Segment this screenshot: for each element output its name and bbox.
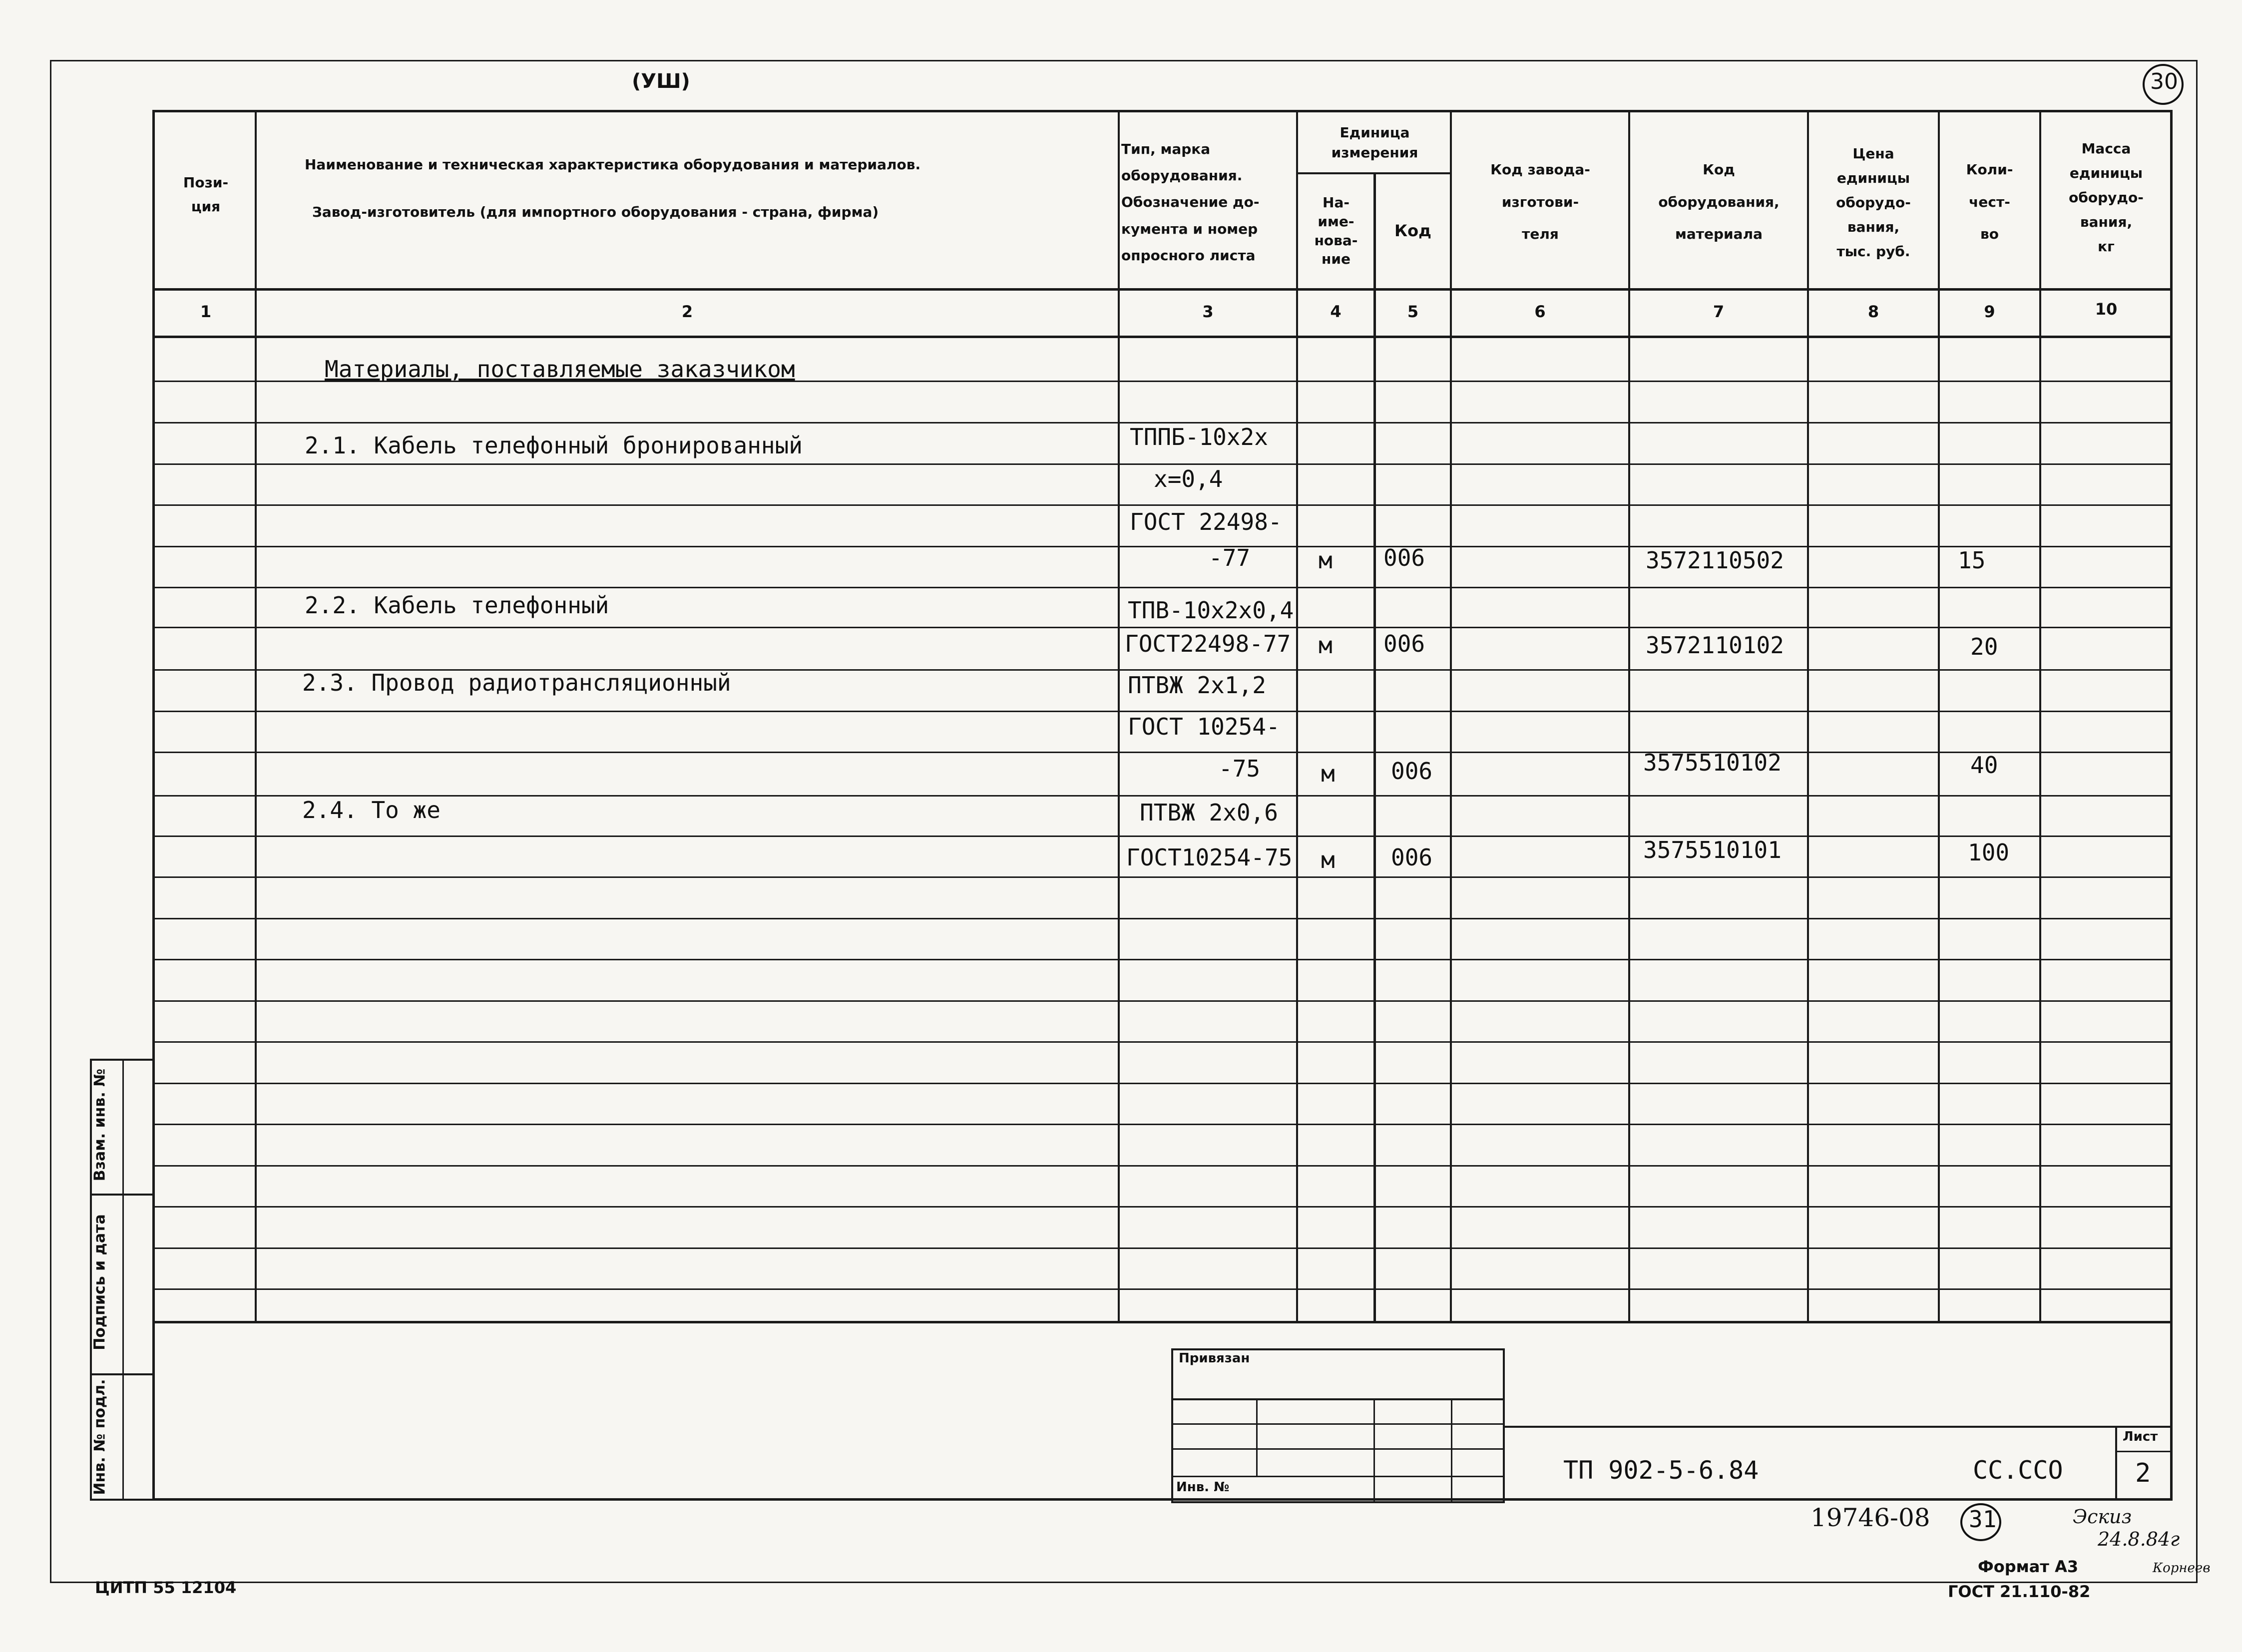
row-line [152, 627, 2173, 628]
row3-unit-code: 006 [1391, 758, 1433, 785]
section-title: Материалы, поставляемые заказчиком [325, 356, 795, 383]
handwritten-sign: Эскиз [2073, 1506, 2132, 1528]
col-line-4 [1373, 172, 1376, 1323]
colnum-1: 1 [200, 302, 212, 321]
header-mass: Масса единицы оборудо- вания, кг [2069, 140, 2144, 255]
row-line [152, 752, 2173, 753]
row-line [152, 1083, 2173, 1084]
side-label-replace: Взам. инв. № [91, 1068, 109, 1182]
row-line [152, 1247, 2173, 1249]
col-line-7 [1807, 110, 1809, 1323]
row2-name: 2.2. Кабель телефонный [305, 592, 609, 619]
colnum-10: 10 [2095, 300, 2118, 319]
bound-vline-2 [1373, 1398, 1375, 1503]
bound-vline-3 [1451, 1398, 1452, 1503]
sheet-number: 2 [2135, 1458, 2151, 1488]
colnum-8: 8 [1867, 302, 1879, 321]
side-label-inv-orig: Инв. № подл. [91, 1379, 109, 1495]
colnum-4: 4 [1330, 302, 1342, 321]
bound-line-1 [1171, 1398, 1505, 1400]
bound-line-2 [1171, 1423, 1505, 1425]
colnum-2: 2 [681, 302, 693, 321]
row1-type-3: ГОСТ 22498- [1130, 508, 1282, 535]
row-line [152, 463, 2173, 465]
row-line [152, 876, 2173, 878]
row1-qty: 15 [1958, 547, 1986, 574]
row1-type-4: -77 [1209, 544, 1251, 571]
row-line [152, 1041, 2173, 1043]
row3-name: 2.3. Провод радиотрансляционный [302, 669, 731, 696]
bound-vline-1 [1256, 1398, 1258, 1476]
handwritten-name: Корнеев [2153, 1561, 2211, 1576]
archive-number: 19746-08 [1810, 1503, 1930, 1532]
header-type: Тип, марка оборудования. Обозначение до- кумента и номер опросного листа [1121, 141, 1260, 264]
bound-line-4 [1171, 1476, 1505, 1477]
colnum-9: 9 [1984, 302, 1995, 321]
row2-type-1: ТПВ-10х2х0,4 [1128, 597, 1294, 624]
doc-code: ТП 902-5-6.84 [1563, 1456, 1759, 1485]
row1-type-2: х=0,4 [1154, 465, 1223, 492]
header-bottom-line [152, 288, 2173, 291]
col-line-1 [255, 110, 257, 1323]
row-line [152, 918, 2173, 919]
row1-type-1: ТППБ-10х2х [1130, 423, 1268, 450]
row-line [152, 587, 2173, 588]
doc-section: СС.ССО [1973, 1456, 2063, 1485]
stamp-inv-label: Инв. № [1176, 1480, 1230, 1495]
corner-number: 30 [2150, 69, 2178, 94]
handwritten-date: 24.8.84г [2098, 1528, 2180, 1550]
numbers-bottom-line [152, 336, 2173, 338]
gost-label: ГОСТ 21.110-82 [1948, 1582, 2091, 1601]
row2-qty: 20 [1970, 633, 1998, 660]
row1-unit: м [1319, 547, 1333, 574]
row4-qty: 100 [1968, 839, 2010, 866]
row-line [152, 546, 2173, 547]
colnum-6: 6 [1534, 302, 1546, 321]
row-line [152, 1288, 2173, 1290]
circled-number: 31 [1969, 1506, 1997, 1533]
stamp-frame [152, 1321, 2173, 1501]
header-position: Пози- ция [183, 174, 229, 215]
row3-type-3: -75 [1219, 755, 1261, 782]
row3-qty: 40 [1970, 752, 1998, 779]
header-name-line1: Наименование и техническая характеристика оборудования и материалов. [305, 156, 921, 173]
top-label: (УШ) [632, 70, 690, 93]
col-line-6 [1628, 110, 1630, 1323]
row1-name: 2.1. Кабель телефонный бронированный [305, 432, 803, 459]
format-label: Формат А3 [1978, 1557, 2079, 1576]
col-line-5 [1450, 110, 1452, 1323]
header-unit-code: Код [1394, 221, 1431, 241]
colnum-5: 5 [1407, 302, 1419, 321]
side-inner-line [122, 1059, 124, 1501]
row-line [152, 1206, 2173, 1208]
row3-unit: м [1321, 760, 1335, 787]
header-price: Цена единицы оборудо- вания, тыс. руб. [1836, 145, 1911, 260]
left-code: ЦИТП 55 12104 [95, 1578, 237, 1597]
col-line-9 [2039, 110, 2041, 1323]
col-line-8 [1938, 110, 1940, 1323]
row-line [152, 504, 2173, 506]
row2-unit-code: 006 [1383, 630, 1425, 657]
stamp-bound-label: Привязан [1179, 1351, 1250, 1366]
row-line [152, 959, 2173, 960]
side-label-sign-date: Подпись и дата [91, 1214, 109, 1350]
row3-type-2: ГОСТ 10254- [1128, 713, 1280, 740]
row2-material-code: 3572110102 [1646, 632, 1784, 659]
sheet-cell-divider [2115, 1451, 2173, 1452]
row4-unit-code: 006 [1391, 844, 1433, 871]
row-line [152, 795, 2173, 797]
row-line [152, 835, 2173, 837]
row4-unit: м [1321, 846, 1335, 873]
row-line [152, 1000, 2173, 1002]
header-material-code: Код оборудования, материала [1658, 161, 1780, 243]
bound-line-3 [1171, 1448, 1505, 1450]
row-line [152, 1165, 2173, 1167]
row1-material-code: 3572110502 [1646, 547, 1784, 574]
title-block-top [1505, 1426, 2173, 1428]
col-line-2 [1118, 110, 1120, 1323]
colnum-7: 7 [1713, 302, 1725, 321]
sheet-label: Лист [2123, 1429, 2158, 1444]
row4-material-code: 3575510101 [1643, 836, 1782, 863]
header-unit-group: Единица измерения [1331, 124, 1418, 161]
header-name-line2: Завод-изготовитель (для импортного оборудования - страна, фирма) [312, 204, 879, 221]
row3-material-code: 3575510102 [1643, 749, 1782, 776]
row2-type-2: ГОСТ22498-77 [1125, 630, 1291, 657]
header-quantity: Коли- чест- во [1966, 161, 2013, 243]
header-unit-name: На- име- нова- ние [1314, 194, 1358, 268]
row2-unit: м [1319, 632, 1333, 659]
row-line [152, 1124, 2173, 1125]
col-line-3 [1296, 110, 1298, 1323]
row4-type-2: ГОСТ10254-75 [1126, 844, 1293, 871]
row4-type-1: ПТВЖ 2х0,6 [1140, 799, 1278, 826]
sheet-cell-line [2115, 1426, 2117, 1501]
header-factory-code: Код завода- изготови- теля [1490, 161, 1590, 243]
row3-type-1: ПТВЖ 2х1,2 [1128, 672, 1266, 699]
row4-name: 2.4. То же [302, 797, 441, 824]
row-line [152, 711, 2173, 712]
colnum-3: 3 [1202, 302, 1214, 321]
row1-unit-code: 006 [1383, 544, 1425, 571]
